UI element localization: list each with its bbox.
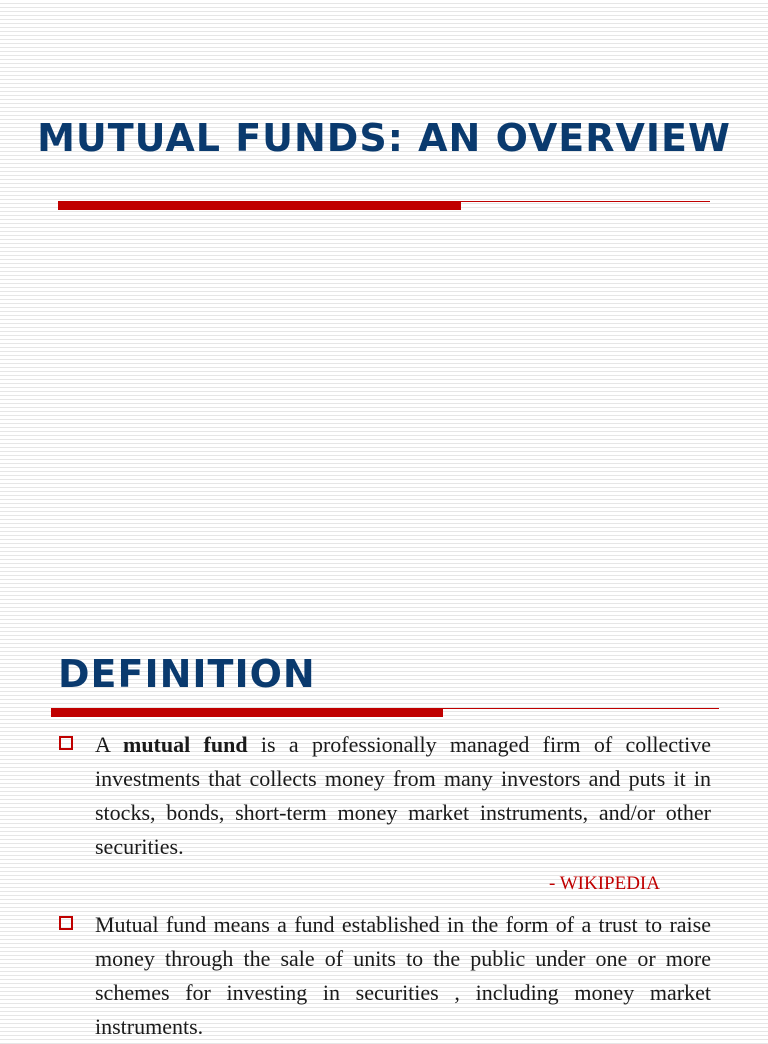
heading-underline-thin <box>443 708 719 709</box>
title-underline-thin <box>461 201 710 202</box>
square-bullet-icon <box>59 736 73 750</box>
source-attribution: - WIKIPEDIA <box>549 873 660 894</box>
definition-paragraph-2: Mutual fund means a fund established in the form of a trust to raise money through the sale of units to the public under one or more schemes for investing in securities , including money market instruments. <box>95 912 711 1039</box>
slide-title: MUTUAL FUNDS: AN OVERVIEW <box>37 116 731 160</box>
heading-underline-thick <box>51 708 443 717</box>
mutual-fund-term: mutual fund <box>123 732 248 757</box>
square-bullet-icon <box>59 916 73 930</box>
paragraph-prefix: A <box>95 732 123 757</box>
title-underline-thick <box>58 201 461 210</box>
definition-paragraph-1 <box>95 728 711 864</box>
paragraph-text: is a professionally managed firm of collective investments that collects money from many investors and puts it in stocks, bonds, short-term money market instruments, and/or other securities. <box>95 732 711 859</box>
definition-heading: DEFINITION <box>58 652 316 696</box>
